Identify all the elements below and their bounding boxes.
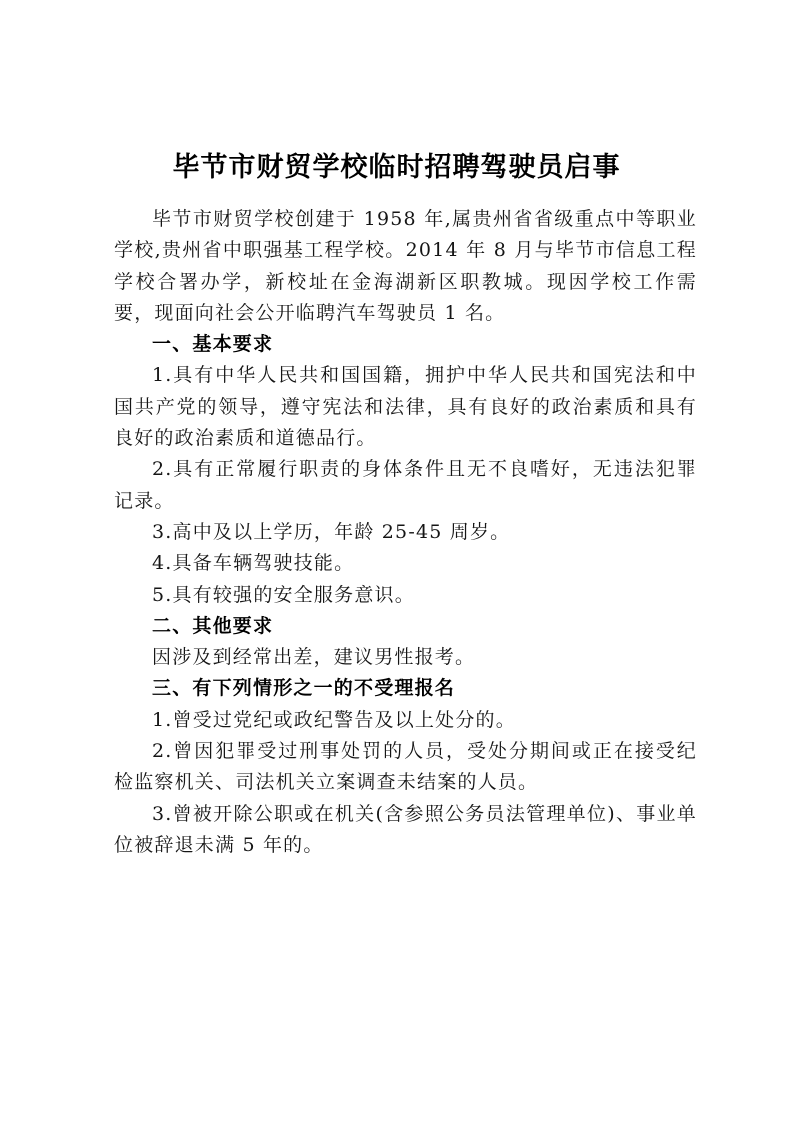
page-title: 毕节市财贸学校临时招聘驾驶员启事 bbox=[172, 152, 621, 183]
section-heading-other-requirements: 二、其他要求 bbox=[152, 614, 274, 637]
section-heading-disqualifications: 三、有下列情形之一的不受理报名 bbox=[152, 677, 456, 700]
list-item: 4.具备车辆驾驶技能。 bbox=[152, 552, 355, 575]
list-item: 1.具有中华人民共和国国籍，拥护中华人民共和国宪法和中国共产党的领导，遵守宪法和法律，具有良好的政治素质和具有良好的政治素质和道德品行。 bbox=[114, 364, 697, 450]
list-item: 3.曾被开除公职或在机关(含参照公务员法管理单位)、事业单位被辞退未满 5 年的。 bbox=[114, 802, 697, 856]
section-heading-basic-requirements: 一、基本要求 bbox=[152, 333, 274, 356]
list-item: 5.具有较强的安全服务意识。 bbox=[152, 583, 415, 606]
list-item: 3.高中及以上学历，年龄 25-45 周岁。 bbox=[152, 520, 511, 543]
list-item: 2.曾因犯罪受过刑事处罚的人员，受处分期间或正在接受纪检监察机关、司法机关立案调查未结案的人员。 bbox=[114, 740, 697, 794]
intro-paragraph: 毕节市财贸学校创建于 1958 年,属贵州省省级重点中等职业学校,贵州省中职强基工程学校。2014 年 8 月与毕节市信息工程学校合署办学，新校址在金海湖新区职教城。现因学校工作需要，现面向社会公开临聘汽车驾驶员 1 名。 bbox=[114, 208, 697, 324]
list-item: 因涉及到经常出差，建议男性报考。 bbox=[152, 646, 476, 669]
list-item: 1.曾受过党纪或政纪警告及以上处分的。 bbox=[152, 708, 516, 731]
document-body bbox=[114, 204, 697, 861]
list-item: 2.具有正常履行职责的身体条件且无不良嗜好，无违法犯罪记录。 bbox=[114, 458, 697, 512]
